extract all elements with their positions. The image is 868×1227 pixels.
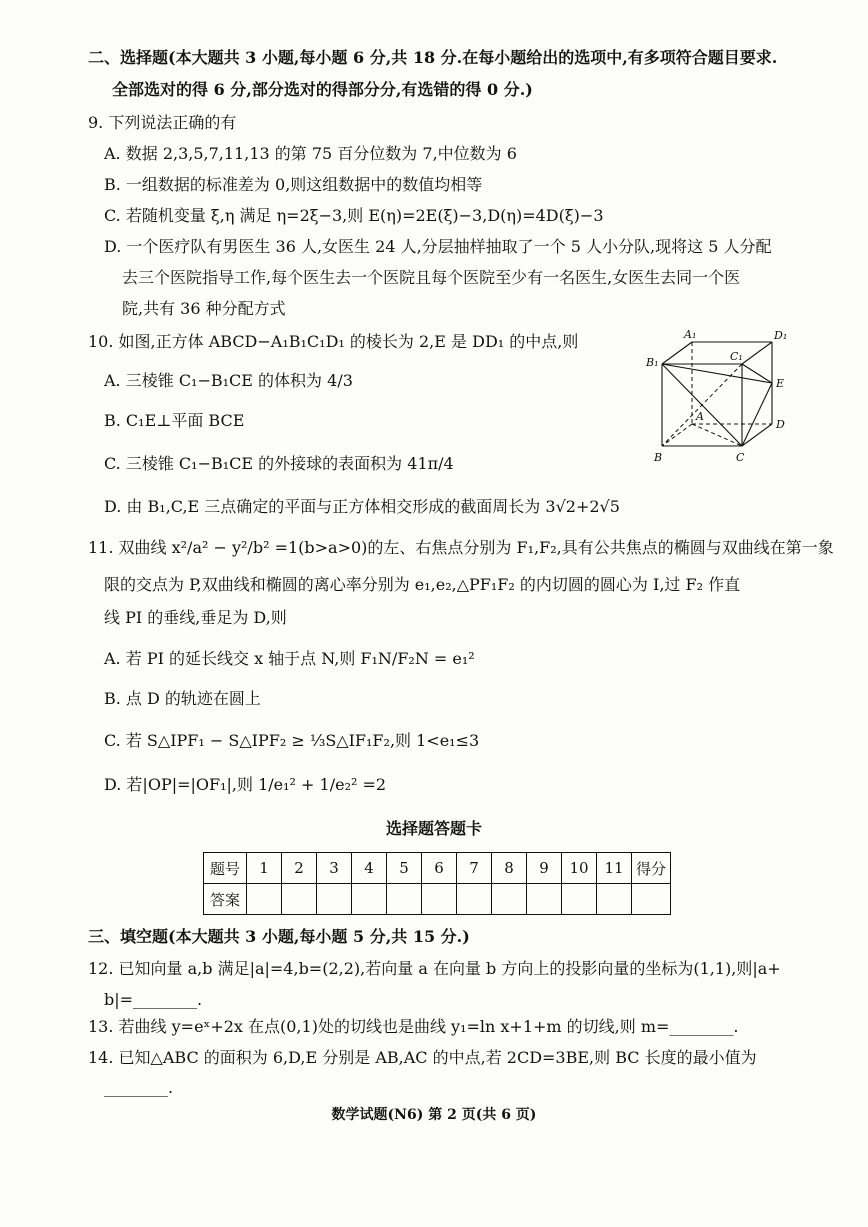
answer-cell[interactable] (247, 884, 282, 915)
diag-c-e (742, 383, 772, 446)
row-label-answer: 答案 (204, 884, 247, 915)
section2-header-line1: 二、选择题(本大题共 3 小题,每小题 6 分,共 18 分.在每小题给出的选项中,有多项符合题目要求. (88, 48, 778, 67)
q13-line1: 13. 若曲线 y=eˣ+2x 在点(0,1)处的切线也是曲线 y₁=ln x+1+m 的切线,则 m=________. (88, 1017, 739, 1036)
label-a: A (696, 410, 704, 423)
q10-stem: 10. 如图,正方体 ABCD−A₁B₁C₁D₁ 的棱长为 2,E 是 DD₁ 的中点,则 (88, 332, 579, 351)
q9-option-b: B. 一组数据的标准差为 0,则这组数据中的数值均相等 (104, 175, 483, 194)
edge-d1-c1 (742, 342, 772, 364)
answer-table-row-answers (204, 884, 671, 915)
label-e: E (776, 377, 785, 390)
page-footer: 数学试题(N6) 第 2 页(共 6 页) (331, 1107, 537, 1123)
q10-option-c: C. 三棱锥 C₁−B₁CE 的外接球的表面积为 41π/4 (104, 454, 454, 473)
answer-card-table (203, 852, 671, 915)
edge-a1-b1 (662, 342, 692, 364)
section3-header: 三、填空题(本大题共 3 小题,每小题 5 分,共 15 分.) (88, 927, 470, 946)
label-c: C (736, 451, 745, 464)
answer-card-title: 选择题答题卡 (385, 819, 482, 838)
q11-option-d: D. 若|OP|=|OF₁|,则 1/e₁² + 1/e₂² =2 (104, 775, 387, 794)
answer-cell[interactable] (317, 884, 352, 915)
label-a1: A₁ (684, 328, 697, 341)
row-label-number: 题号 (204, 853, 247, 884)
q9-option-c: C. 若随机变量 ξ,η 满足 η=2ξ−3,则 E(η)=2E(ξ)−3,D(η)=4D(ξ)−3 (104, 206, 604, 225)
answer-cell[interactable] (352, 884, 387, 915)
question-number-cell: 1 (247, 853, 282, 884)
answer-cell[interactable] (527, 884, 562, 915)
q14-line2: ________. (104, 1078, 174, 1097)
answer-table-row-numbers (204, 853, 671, 884)
score-cell[interactable] (632, 884, 671, 915)
question-number-cell: 11 (597, 853, 632, 884)
label-d1: D₁ (774, 329, 788, 342)
q14-line1: 14. 已知△ABC 的面积为 6,D,E 分别是 AB,AC 的中点,若 2CD=3BE,则 BC 长度的最小值为 (88, 1048, 757, 1067)
cube-figure (640, 328, 795, 468)
answer-cell[interactable] (282, 884, 317, 915)
question-number-cell: 4 (352, 853, 387, 884)
answer-cell[interactable] (597, 884, 632, 915)
question-number-cell: 3 (317, 853, 352, 884)
q9-option-d-line1: D. 一个医疗队有男医生 36 人,女医生 24 人,分层抽样抽取了一个 5 人小分队,现将这 5 人分配 (104, 237, 772, 256)
question-number-cell: 5 (387, 853, 422, 884)
q11-stem-line3: 线 PI 的垂线,垂足为 D,则 (104, 608, 287, 627)
q12-line2: b|=________. (104, 990, 203, 1009)
q10-option-a: A. 三棱锥 C₁−B₁CE 的体积为 4/3 (104, 371, 353, 390)
q12-line1: 12. 已知向量 a,b 满足|a|=4,b=(2,2),若向量 a 在向量 b 方向上的投影向量的坐标为(1,1),则|a+ (88, 959, 781, 978)
question-number-cell: 8 (492, 853, 527, 884)
q11-option-a: A. 若 PI 的延长线交 x 轴于点 N,则 F₁N/F₂N = e₁² (104, 649, 475, 668)
label-c1: C₁ (730, 350, 743, 363)
answer-cell[interactable] (387, 884, 422, 915)
q9-stem: 9. 下列说法正确的有 (88, 113, 237, 132)
answer-cell[interactable] (457, 884, 492, 915)
score-label-cell: 得分 (632, 853, 671, 884)
q9-option-a: A. 数据 2,3,5,7,11,13 的第 75 百分位数为 7,中位数为 6 (104, 144, 517, 163)
q10-option-b: B. C₁E⊥平面 BCE (104, 411, 245, 430)
diag-a-c (692, 424, 742, 446)
edge-a-b (662, 424, 692, 446)
q11-option-b: B. 点 D 的轨迹在圆上 (104, 689, 261, 708)
label-d: D (776, 418, 785, 431)
question-number-cell: 6 (422, 853, 457, 884)
q10-option-d: D. 由 B₁,C,E 三点确定的平面与正方体相交形成的截面周长为 3√2+2√5 (104, 497, 620, 516)
question-number-cell: 10 (562, 853, 597, 884)
question-number-cell: 7 (457, 853, 492, 884)
answer-cell[interactable] (562, 884, 597, 915)
q11-option-c: C. 若 S△IPF₁ − S△IPF₂ ≥ ⅓S△IF₁F₂,则 1<e₁≤3 (104, 731, 480, 750)
question-number-cell: 9 (527, 853, 562, 884)
q9-option-d-line3: 院,共有 36 种分配方式 (122, 299, 286, 318)
q9-option-d-line2: 去三个医院指导工作,每个医生去一个医院且每个医院至少有一名医生,女医生去同一个医 (122, 268, 741, 287)
answer-cell[interactable] (492, 884, 527, 915)
q11-stem-line1: 11. 双曲线 x²/a² − y²/b² =1(b>a>0)的左、右焦点分别为 F₁,F₂,具有公共焦点的椭圆与双曲线在第一象 (88, 538, 834, 557)
q11-stem-line2: 限的交点为 P,双曲线和椭圆的离心率分别为 e₁,e₂,△PF₁F₂ 的内切圆的圆心为 I,过 F₂ 作直 (104, 575, 741, 594)
section2-header-line2: 全部选对的得 6 分,部分选对的得部分分,有选错的得 0 分.) (112, 80, 533, 99)
label-b1: B₁ (646, 356, 659, 369)
edge-c-d (742, 424, 772, 446)
answer-cell[interactable] (422, 884, 457, 915)
label-b: B (654, 451, 663, 464)
question-number-cell: 2 (282, 853, 317, 884)
